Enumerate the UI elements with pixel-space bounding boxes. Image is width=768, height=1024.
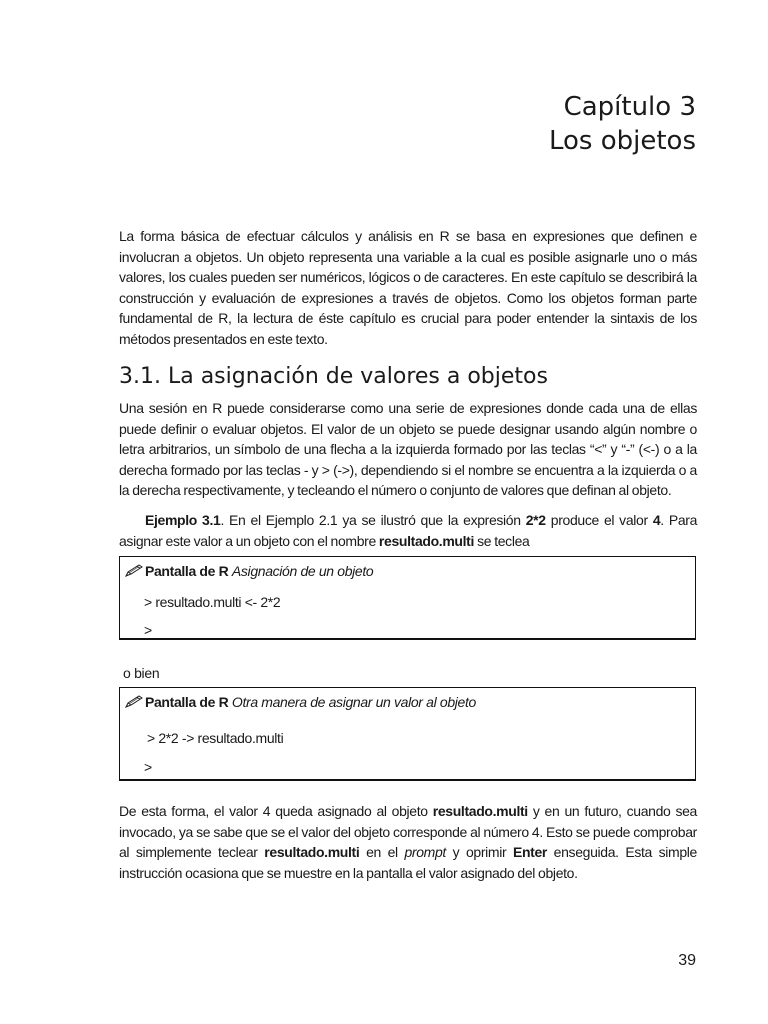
final-text-4: y oprimir	[445, 844, 513, 860]
final-italic-prompt: prompt	[404, 844, 446, 860]
final-bold-enter: Enter	[512, 844, 548, 860]
pencil-icon	[124, 695, 144, 709]
chapter-heading	[549, 90, 696, 158]
r-screen-box-2	[119, 687, 696, 781]
r-code-line: > 2*2 -> resultado.multi	[147, 730, 284, 746]
final-text-3: en el	[359, 844, 405, 860]
example-label: Ejemplo 3.1	[145, 512, 221, 528]
example-value: 4	[652, 512, 661, 528]
r-screen-header	[124, 694, 476, 710]
r-screen-header	[124, 563, 373, 579]
o-bien-text: o bien	[123, 665, 160, 681]
page-number: 39	[678, 952, 696, 969]
final-text-1: De esta forma, el valor 4 queda asignado al objeto	[119, 803, 433, 819]
r-prompt-line: >	[144, 622, 152, 638]
chapter-title: Los objetos	[548, 126, 696, 156]
example-expression: 2*2	[525, 512, 546, 528]
example-paragraph	[119, 510, 697, 551]
example-text-3: . Para asignar este valor a un objeto con el nombre	[119, 512, 698, 549]
r-screen-caption: Asignación de un objeto	[231, 563, 374, 579]
example-object-name: resultado.multi	[378, 532, 475, 549]
final-paragraph	[119, 801, 697, 883]
example-text-1: . En el Ejemplo 2.1 ya se ilustró que la expresión	[220, 512, 526, 528]
r-screen-label: Pantalla de R	[145, 563, 229, 579]
r-screen-caption: Otra manera de asignar un valor al objeto	[231, 694, 476, 710]
example-text-2: produce el valor	[545, 512, 653, 528]
intro-paragraph: La forma básica de efectuar cálculos y análisis en R se basa en expresiones que definen e involucran a objetos. Un objeto representa una variable a la cual es posible asignarle uno o más valores, los cuales pueden ser numéricos, lógicos o de caracteres. En este capítulo se describirá la construcción y evaluación de expresiones a través de objetos. Como los objetos forman parte fundamental de R, la lectura de éste capítulo es crucial para poder entender la sintaxis de los métodos presentados en este texto.	[119, 228, 697, 347]
r-screen-box-1	[119, 556, 696, 640]
pencil-icon	[124, 564, 144, 578]
example-text-4: se teclea	[474, 532, 530, 549]
r-code-line: > resultado.multi <- 2*2	[144, 594, 281, 610]
r-prompt-line: >	[144, 759, 152, 775]
final-bold-object-1: resultado.multi	[432, 803, 528, 819]
final-text-2: y en un futuro, cuando sea invocado, ya se sabe que se el valor del objeto corresponde al número 4. Esto se puede comprobar al simplemente teclear	[119, 803, 697, 860]
section-title: 3.1. La asignación de valores a objetos	[119, 364, 548, 389]
r-screen-label: Pantalla de R	[145, 694, 229, 710]
final-bold-object-2: resultado.multi	[264, 844, 360, 860]
section-paragraph: Una sesión en R puede considerarse como una serie de expresiones donde cada una de ellas puede definir o evaluar objetos. El valor de un objeto se puede designar usando algún nombre o letra arbitrarios, un símbolo de una flecha a la izquierda formado por las teclas “<” y “-” (<-) o a la derecha formado por las teclas - y > (->), dependiendo si el nombre se encuentra a la izquierda o a la derecha respectivamente, y tecleando el número o conjunto de valores que definan al objeto.	[119, 400, 697, 498]
chapter-number: Capítulo 3	[563, 92, 696, 122]
final-text-5: enseguida. Esta simple instrucción ocasiona que se muestre en la pantalla el valor asignado del objeto.	[119, 844, 697, 881]
